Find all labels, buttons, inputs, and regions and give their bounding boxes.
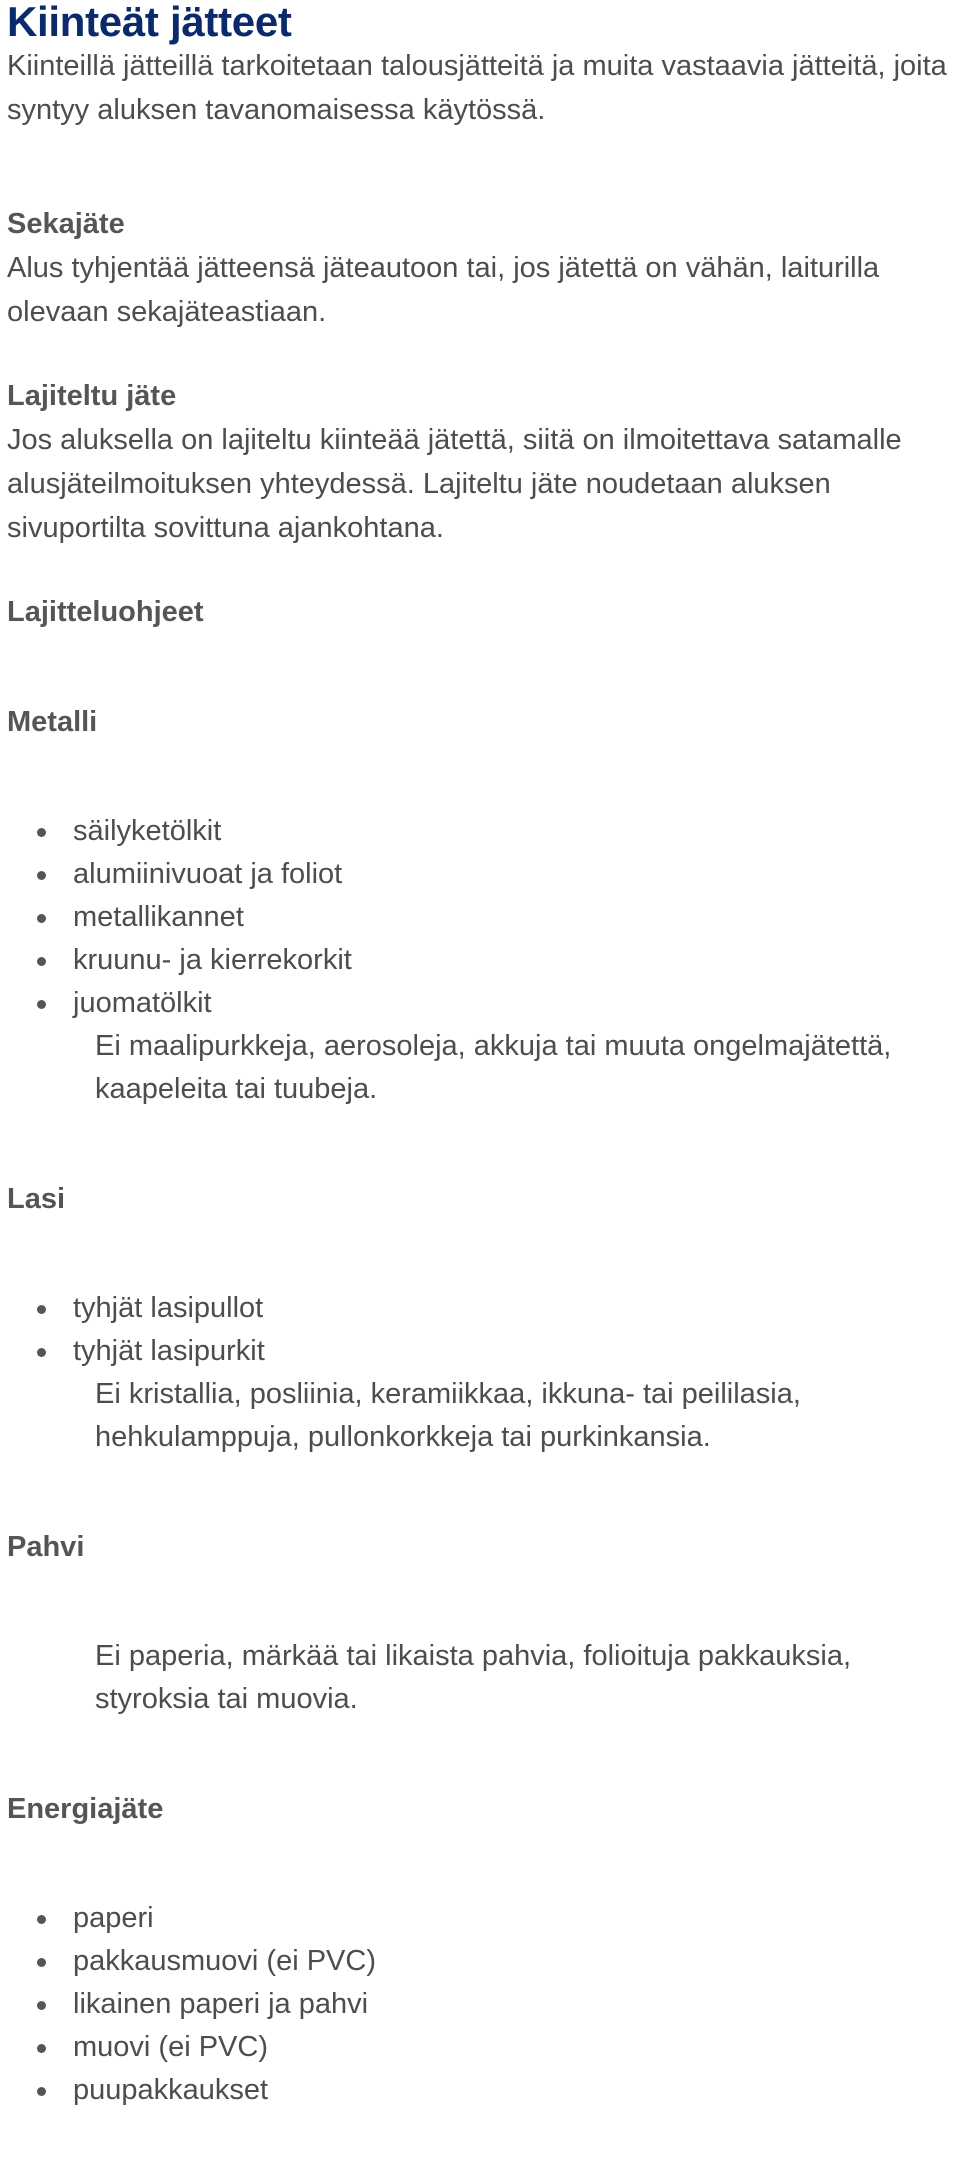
list-item: likainen paperi ja pahvi — [7, 1983, 960, 2026]
list-item: kruunu- ja kierrekorkit — [7, 939, 960, 982]
pahvi-note: Ei paperia, märkää tai likaista pahvia, folioituja pakkauksia, styroksia tai muovia. — [95, 1640, 852, 1715]
list-item: pakkausmuovi (ei PVC) — [7, 1940, 960, 1983]
list-item: tyhjät lasipurkit — [7, 1330, 960, 1373]
pahvi-heading: Pahvi — [7, 1531, 85, 1563]
energiajate-heading: Energiajäte — [7, 1793, 164, 1825]
intro-text: Kiinteillä jätteillä tarkoitetaan talousjätteitä ja muita vastaavia jätteitä, joita syntyy aluksen tavanomaisessa käytössä. — [7, 50, 947, 126]
list-item: juomatölkit — [7, 982, 960, 1025]
list-item: puupakkaukset — [7, 2069, 960, 2112]
list-item: tyhjät lasipullot — [7, 1287, 960, 1330]
lajiteltu-text: Jos aluksella on lajiteltu kiinteää jätettä, siitä on ilmoitettava satamalle alusjäteilmoituksen yhteydessä. Lajiteltu jäte noudetaan aluksen sivuportilta sovittuna ajankohtana. — [7, 424, 902, 544]
sekajate-heading: Sekajäte — [7, 208, 125, 240]
metalli-note: Ei maalipurkkeja, aerosoleja, akkuja tai muuta ongelmajätettä, kaapeleita tai tuubeja. — [95, 1030, 892, 1105]
lasi-list — [7, 1287, 960, 1373]
page-title: Kiinteät jätteet — [7, 0, 292, 45]
lajiteltu-heading: Lajiteltu jäte — [7, 380, 177, 412]
sekajate-text: Alus tyhjentää jätteensä jäteautoon tai, jos jätettä on vähän, laiturilla olevaan sekajäteastiaan. — [7, 252, 880, 328]
lasi-heading: Lasi — [7, 1183, 66, 1215]
list-item: säilyketölkit — [7, 810, 960, 853]
list-item: metallikannet — [7, 896, 960, 939]
lajitteluohjeet-heading: Lajitteluohjeet — [7, 596, 204, 628]
metalli-list — [7, 810, 960, 1025]
list-item: paperi — [7, 1897, 960, 1940]
list-item: alumiinivuoat ja foliot — [7, 853, 960, 896]
metalli-heading: Metalli — [7, 706, 98, 738]
list-item: muovi (ei PVC) — [7, 2026, 960, 2069]
lasi-note: Ei kristallia, posliinia, keramiikkaa, ikkuna- tai peililasia, hehkulamppuja, pullonkorkkeja tai purkinkansia. — [95, 1378, 801, 1453]
energiajate-list — [7, 1897, 960, 2112]
